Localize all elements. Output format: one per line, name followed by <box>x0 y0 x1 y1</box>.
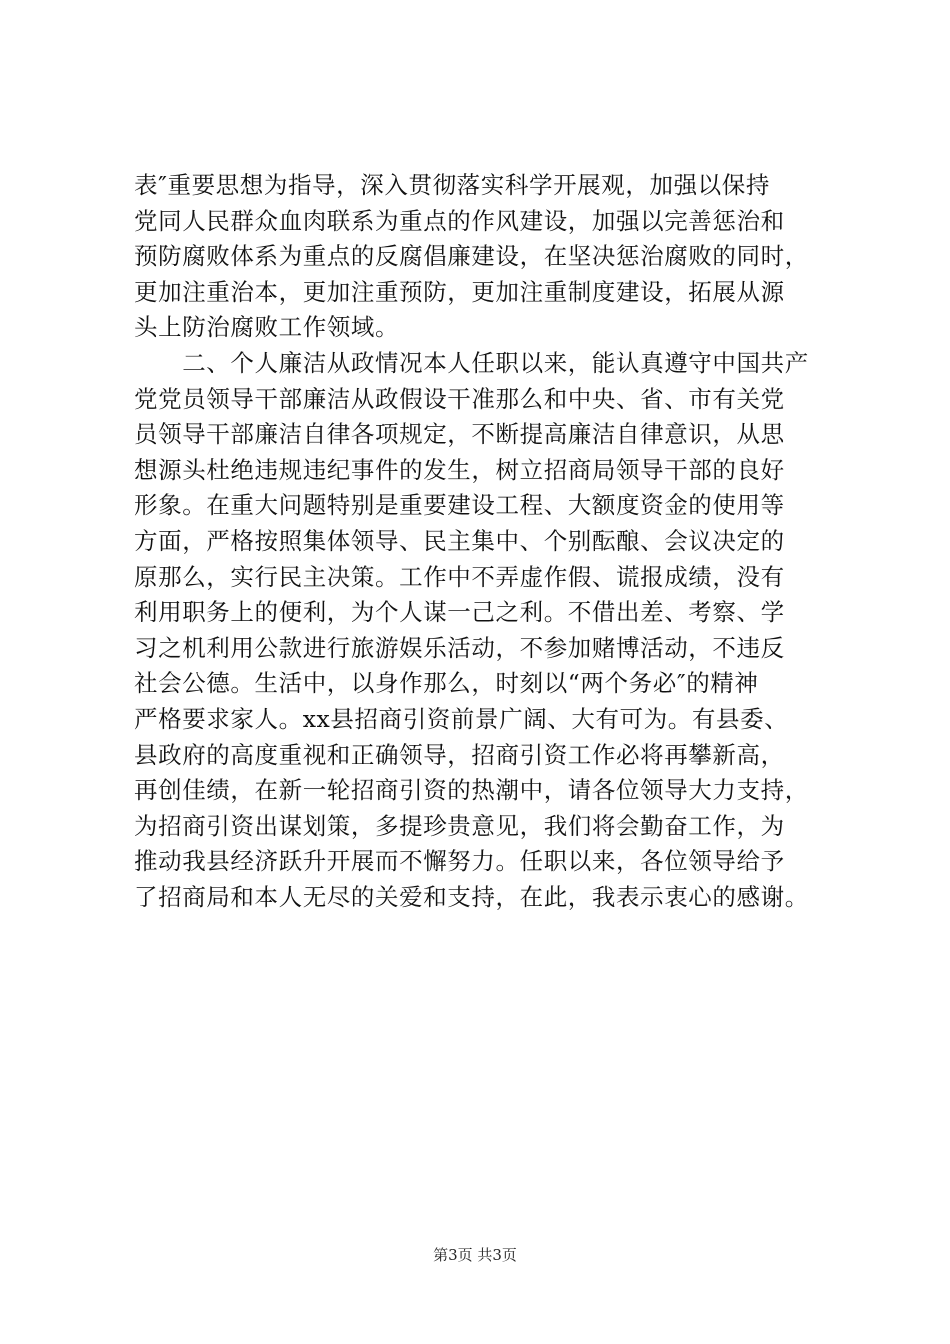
text-line: 形象。在重大问题特别是重要建设工程、大额度资金的使用等 <box>134 491 785 520</box>
page-number-label: 第3页 共3页 <box>433 1246 517 1264</box>
text-line: 再创佳绩，在新一轮招商引资的热潮中，请各位领导大力支持， <box>134 776 809 805</box>
body-text <box>134 168 834 915</box>
text-line: 头上防治腐败工作领域。 <box>134 313 400 342</box>
text-line: 二、个人廉洁从政情况本人任职以来，能认真遵守中国共产 <box>134 348 809 377</box>
page-footer <box>0 1245 950 1265</box>
text-line: 预防腐败体系为重点的反腐倡廉建设，在坚决惩治腐败的同时， <box>134 242 809 271</box>
text-line: 方面，严格按照集体领导、民主集中、个别酝酿、会议决定的 <box>134 526 785 555</box>
text-line: 原那么，实行民主决策。工作中不弄虚作假、谎报成绩，没有 <box>134 562 785 591</box>
text-line: 更加注重治本，更加注重预防，更加注重制度建设，拓展从源 <box>134 277 785 306</box>
text-line: 表″重要思想为指导，深入贯彻落实科学开展观，加强以保持 <box>134 171 770 199</box>
text-line: 利用职务上的便利，为个人谋一己之利。不借出差、考察、学 <box>134 598 785 627</box>
text-line: 党党员领导干部廉洁从政假设干准那么和中央、省、市有关党 <box>134 384 785 413</box>
text-line: 严格要求家人。xx县招商引资前景广阔、大有可为。有县委、 <box>134 704 789 733</box>
text-line: 习之机利用公款进行旅游娱乐活动，不参加赌博活动，不违反 <box>134 633 785 662</box>
text-line: 想源头杜绝违规违纪事件的发生，树立招商局领导干部的良好 <box>134 455 785 484</box>
text-line: 了招商局和本人无尽的关爱和支持，在此，我表示衷心的感谢。 <box>134 882 809 911</box>
text-line: 为招商引资出谋划策，多提珍贵意见，我们将会勤奋工作，为 <box>134 811 785 840</box>
text-line: 县政府的高度重视和正确领导，招商引资工作必将再攀新高， <box>134 740 785 769</box>
text-line: 党同人民群众血肉联系为重点的作风建设，加强以完善惩治和 <box>134 206 785 235</box>
text-line: 社会公德。生活中，以身作那么，时刻以“两个务必″的精神 <box>134 669 759 698</box>
text-line: 员领导干部廉洁自律各项规定，不断提高廉洁自律意识，从思 <box>134 420 785 449</box>
text-line: 推动我县经济跃升开展而不懈努力。任职以来，各位领导给予 <box>134 847 785 876</box>
